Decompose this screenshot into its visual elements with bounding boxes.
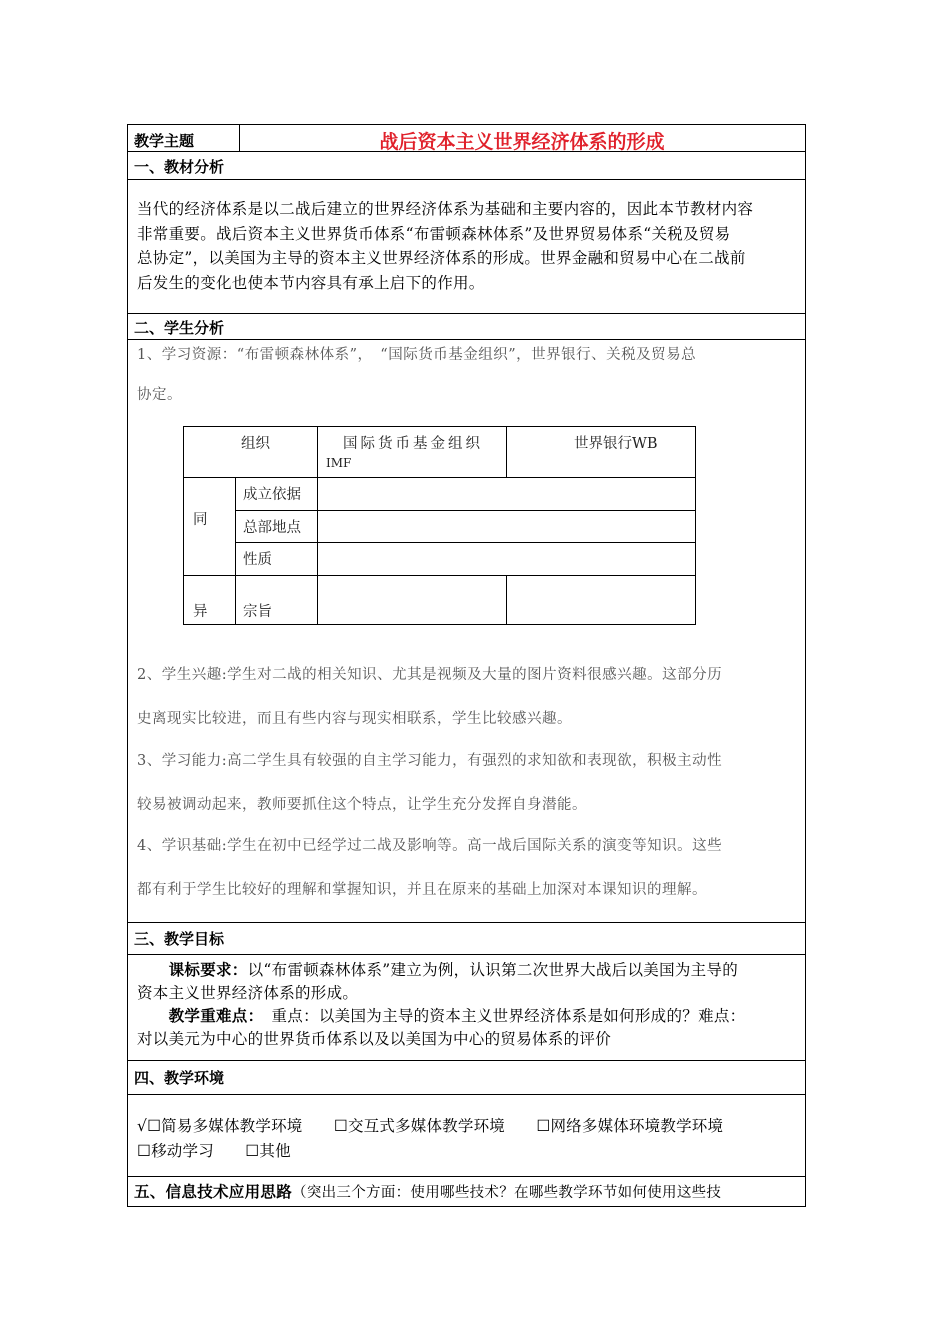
rule: [128, 151, 805, 152]
section5-heading: 五、信息技术应用思路: [134, 1183, 293, 1201]
text-line: 史离现实比较进，而且有些内容与现实相联系，学生比较感兴趣。: [137, 711, 572, 727]
text-line: 3、学习能力:高二学生具有较强的自主学习能力，有强烈的求知欲和表现欲，积极主动性: [137, 753, 723, 769]
col-header-org: 组织: [241, 436, 270, 452]
text-line: 资本主义世界经济体系的形成。: [137, 984, 359, 1002]
key-points-label: 教学重难点：: [168, 1007, 256, 1025]
rule: [128, 954, 805, 955]
page-title: 战后资本主义世界经济体系的形成: [379, 131, 665, 153]
section1-heading: 一、教材分析: [134, 158, 225, 176]
group-same-label: 同: [193, 512, 208, 528]
rule: [128, 1094, 805, 1095]
section4-heading: 四、教学环境: [134, 1069, 225, 1087]
row-label-hq: 总部地点: [243, 520, 301, 536]
section3-heading: 三、教学目标: [134, 930, 225, 948]
lesson-plan-table: [127, 124, 806, 1207]
foundation-text: [137, 824, 722, 912]
section1-text: [137, 197, 753, 295]
objective-requirement: [137, 959, 745, 982]
rule: [128, 1176, 805, 1177]
rule: [128, 922, 805, 923]
text-line: 总协定”，以美国为主导的资本主义世界经济体系的形成。世界金融和贸易中心在二战前: [137, 249, 746, 267]
text-line: 对以美元为中心的世界货币体系以及以美国为中心的贸易体系的评价: [137, 1030, 612, 1048]
environment-options-line1: √☐简易多媒体教学环境 ☐交互式多媒体教学环境 ☐网络多媒体环境教学环境: [137, 1117, 724, 1135]
text-line: 当代的经济体系是以二战后建立的世界经济体系为基础和主要内容的，因此本节教材内容: [137, 200, 754, 218]
resources-text: [137, 335, 696, 415]
rule: [128, 179, 805, 180]
row-label-nature: 性质: [243, 552, 272, 568]
col-header-imf: 国际货币基金组织: [343, 436, 483, 452]
section5-note: （突出三个方面：使用哪些技术？在哪些教学环节如何使用这些技: [292, 1185, 722, 1201]
text-line: 非常重要。战后资本主义世界货币体系“布雷顿森林体系”及世界贸易体系“关税及贸易: [137, 224, 731, 243]
text-line: 协定。: [137, 387, 182, 403]
section2-heading: 二、学生分析: [134, 319, 225, 337]
text-line: 较易被调动起来，教师要抓住这个特点，让学生充分发挥自身潜能。: [137, 797, 587, 813]
text-line: 4、学识基础:学生在初中已经学过二战及影响等。高一战后国际关系的演变等知识。这些: [137, 838, 723, 854]
text-line: 2、学生兴趣:学生对二战的相关知识、尤其是视频及大量的图片资料很感兴趣。这部分历: [137, 667, 723, 683]
interest-text: [137, 653, 722, 741]
col-header-imf-abbr: IMF: [326, 456, 352, 470]
comparison-table: [183, 426, 696, 625]
row-label-basis: 成立依据: [243, 487, 301, 503]
objective-key-points: [137, 1005, 745, 1028]
rule: [128, 313, 805, 314]
text-line: 1、学习资源：“布雷顿森林体系”， “国际货币基金组织”，世界银行、关税及贸易总: [137, 347, 697, 363]
environment-options-line2: ☐移动学习 ☐其他: [137, 1142, 291, 1160]
col-header-wb: 世界银行WB: [574, 436, 658, 452]
text-line: 都有利于学生比较好的理解和掌握知识，并且在原来的基础上加深对本课知识的理解。: [137, 882, 707, 898]
text-line: 后发生的变化也使本节内容具有承上启下的作用。: [137, 273, 485, 292]
ability-text: [137, 739, 722, 827]
topic-label: 教学主题: [134, 132, 195, 150]
text-line: 重点：以美国为主导的资本主义世界经济体系是如何形成的？难点：: [255, 1007, 746, 1025]
section5-row: [134, 1181, 721, 1204]
rule: [128, 1060, 805, 1061]
group-diff-label: 异: [193, 604, 208, 620]
row-label-aim: 宗旨: [243, 604, 272, 620]
requirement-label: 课标要求：: [168, 961, 248, 979]
objectives-text: [137, 959, 745, 1051]
text-line: 以“布雷顿森林体系”建立为例，认识第二次世界大战后以美国为主导的: [247, 961, 739, 979]
